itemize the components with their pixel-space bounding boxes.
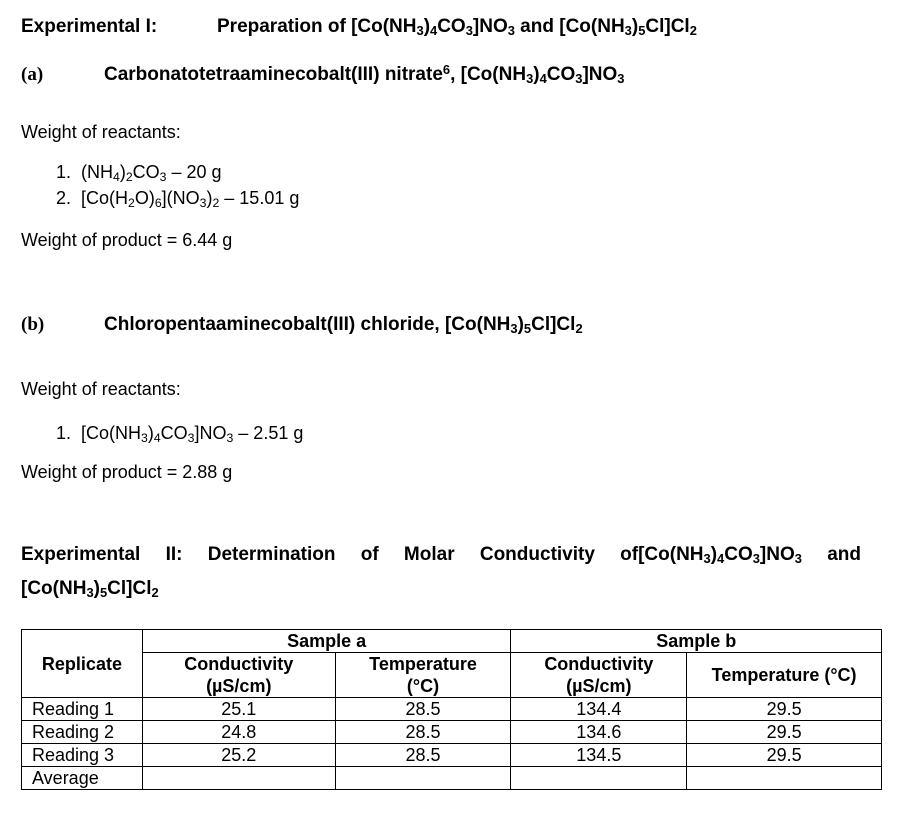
part-b-title: Chloropentaaminecobalt(III) chloride, $[Co(NH_3)_5Cl]Cl_2$ (104, 314, 583, 337)
table-row: Reading 1 25.1 28.5 134.4 29.5 (22, 698, 882, 721)
sample-a-conductivity-header: Conductivity (µS/cm) (142, 653, 335, 698)
part-a-reactant-1: 1. $(NH_4)_2CO_3 - 20$ g (56, 162, 222, 185)
sample-a-temperature-header: Temperature (°C) (335, 653, 511, 698)
part-b-reactants-label: Weight of reactants: (21, 379, 181, 399)
sample-b-conductivity-header: Conductivity (µS/cm) (511, 653, 687, 698)
part-b-marker: (b) (21, 314, 45, 335)
part-a-marker: (a) (21, 64, 44, 85)
replicate-header: Replicate (22, 630, 143, 698)
sample-b-temperature-header: Temperature (°C) (687, 653, 882, 698)
part-b-reactant-1: 1. $[Co(NH_3)_4CO_3]NO_3 - 2.51$ g (56, 423, 304, 446)
conductivity-table (21, 629, 882, 790)
exp1-label: Experimental I: (21, 16, 158, 37)
part-a-product: Weight of product = 6.44 g (21, 230, 233, 250)
part-a-reactant-2: 2. $[Co(H_2O)_6](NO_3)_2 - 15.01$ g (56, 188, 300, 211)
part-a-reactants-label: Weight of reactants: (21, 122, 181, 142)
part-a-title: Carbonatotetraaminecobalt(III) nitrate$^6$, $[Co(NH_3)_4CO_3]NO_3$ (104, 62, 625, 87)
exp1-title: Preparation of $[Co(NH_3)_4CO_3]NO_3$ and $[Co(NH_3)_5Cl]Cl_2$ (217, 16, 697, 39)
table-header-row-2 (22, 653, 882, 698)
exp2-heading-line1: Experimental II: Determination of Molar Conductivity $of[Co(NH_3)_4CO_3]NO_3$ and (21, 544, 861, 567)
table-row: Reading 3 25.2 28.5 134.5 29.5 (22, 744, 882, 767)
exp1-heading (21, 16, 157, 38)
table-header-row-1 (22, 630, 882, 653)
exp2-heading-line2: $[Co(NH_3)_5Cl]Cl_2$ (21, 578, 159, 601)
table-row: Average (22, 767, 882, 790)
table-row: Reading 2 24.8 28.5 134.6 29.5 (22, 721, 882, 744)
part-b-product: Weight of product = 2.88 g (21, 462, 233, 482)
sample-b-header: Sample b (511, 630, 882, 653)
sample-a-header: Sample a (142, 630, 511, 653)
